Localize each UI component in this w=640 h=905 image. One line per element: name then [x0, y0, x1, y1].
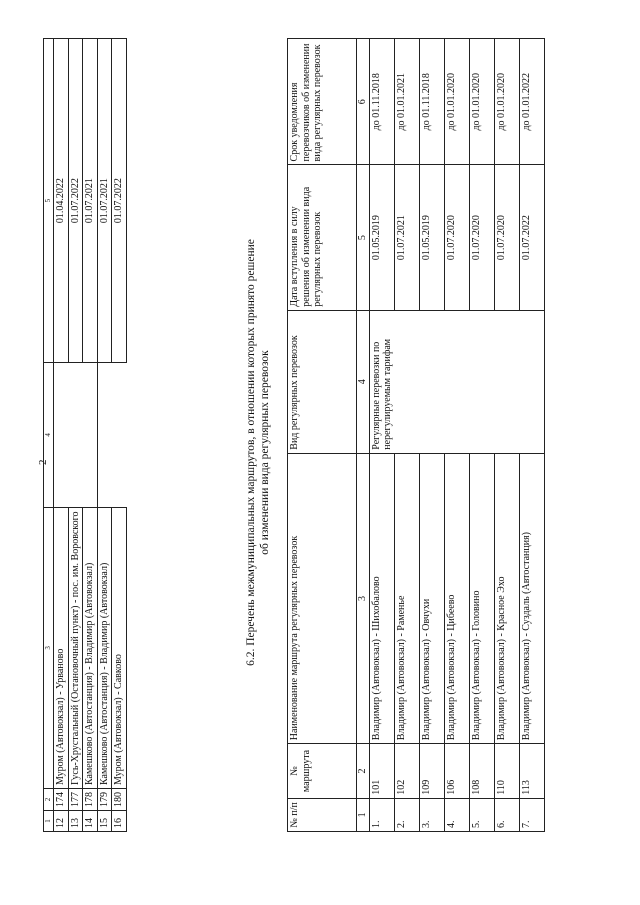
route-name: Владимир (Автовокзал) - Раменье: [394, 453, 419, 743]
route-number: 109: [419, 744, 444, 799]
row-number: 13: [68, 811, 83, 832]
index-cell: 1: [357, 798, 370, 831]
routes-change-table: [287, 38, 545, 832]
heading-line-2: об изменении вида регулярных перевозок: [259, 350, 272, 555]
table-row: [54, 39, 69, 832]
index-cell: 2: [44, 789, 54, 811]
section-heading: [244, 0, 273, 905]
heading-line-1: 6.2. Перечень межмуниципальных маршрутов, в отношении которых принято решение: [245, 239, 257, 666]
row-number: 6.: [494, 798, 519, 831]
route-number: 102: [394, 744, 419, 799]
index-cell: 3: [44, 507, 54, 788]
table-row: [97, 39, 112, 832]
row-number: 14: [83, 811, 98, 832]
column-4-cell: [112, 363, 127, 508]
notice-deadline: до 01.01.2022: [519, 39, 544, 165]
route-name: Владимир (Автовокзал) - Шихобалово: [369, 453, 394, 743]
row-number: 3.: [419, 798, 444, 831]
route-number: 106: [444, 744, 469, 799]
index-cell: 6: [357, 39, 370, 165]
date-cell: 01.04.2022: [54, 39, 69, 363]
route-name: Камешково (Автостанция) - Владимир (Автовокзал): [83, 507, 98, 788]
notice-deadline: до 01.11.2018: [419, 39, 444, 165]
route-name: Камешково (Автостанция) - Владимир (Автовокзал): [97, 507, 112, 788]
route-number: 110: [494, 744, 519, 799]
start-date: 01.07.2020: [469, 165, 494, 310]
route-number: 108: [469, 744, 494, 799]
row-number: 1.: [369, 798, 394, 831]
index-cell: 3: [357, 453, 370, 743]
start-date: 01.07.2022: [519, 165, 544, 310]
start-date: 01.05.2019: [369, 165, 394, 310]
row-number: 12: [54, 811, 69, 832]
index-cell: 5: [357, 165, 370, 310]
start-date: 01.07.2021: [394, 165, 419, 310]
index-row: [44, 39, 54, 832]
route-name: Муром (Автовокзал) - Урвановo: [54, 507, 69, 788]
table-row: [369, 39, 394, 832]
routes-table-continued: [43, 38, 127, 832]
index-cell: 5: [44, 39, 54, 363]
column-4-cell: [97, 363, 112, 508]
date-cell: 01.07.2022: [112, 39, 127, 363]
notice-deadline: до 01.01.2021: [394, 39, 419, 165]
start-date: 01.05.2019: [419, 165, 444, 310]
date-cell: 01.07.2022: [68, 39, 83, 363]
route-number: 113: [519, 744, 544, 799]
route-name: Владимир (Автовокзал) - Головино: [469, 453, 494, 743]
start-date: 01.07.2020: [494, 165, 519, 310]
header-cell: Наименование маршрута регулярных перевозок: [288, 453, 357, 743]
route-name: Владимир (Автовокзал) - Овчухи: [419, 453, 444, 743]
header-cell: № п/п: [288, 798, 357, 831]
row-number: 5.: [469, 798, 494, 831]
index-cell: 1: [44, 811, 54, 832]
notice-deadline: до 01.01.2020: [494, 39, 519, 165]
header-cell: Срок уведомления перевозчиков об изменении вида регулярных перевозок: [288, 39, 357, 165]
index-cell: 4: [44, 363, 54, 508]
route-name: Гусь-Хрустальный (Остановочный пункт) - пос. им. Воровского: [68, 507, 83, 788]
row-number: 15: [97, 811, 112, 832]
route-number: 174: [54, 789, 69, 811]
notice-deadline: до 01.01.2020: [469, 39, 494, 165]
route-number: 178: [83, 789, 98, 811]
route-number: 177: [68, 789, 83, 811]
notice-deadline: до 01.11.2018: [369, 39, 394, 165]
route-name: Владимир (Автовокзал) - Цибеево: [444, 453, 469, 743]
index-cell: 4: [357, 310, 370, 453]
route-name: Муром (Автовокзал) - Савково: [112, 507, 127, 788]
route-name: Владимир (Автовокзал) - Красное Эхо: [494, 453, 519, 743]
table-row: [112, 39, 127, 832]
header-cell: Дата вступления в силу решения об изменении вида регулярных перевозок: [288, 165, 357, 310]
route-name: Владимир (Автовокзал) - Суздаль (Автостанция): [519, 453, 544, 743]
route-number: 101: [369, 744, 394, 799]
transport-kind: Регулярные перевозки по нерегулируемым тарифам: [369, 310, 544, 453]
row-number: 4.: [444, 798, 469, 831]
page-number: 2: [37, 459, 49, 465]
header-cell: Вид регулярных перевозок: [288, 310, 357, 453]
index-cell: 2: [357, 744, 370, 799]
header-cell: № маршрута: [288, 744, 357, 799]
column-4-cell: [54, 363, 98, 508]
date-cell: 01.07.2021: [83, 39, 98, 363]
row-number: 16: [112, 811, 127, 832]
start-date: 01.07.2020: [444, 165, 469, 310]
index-row: [357, 39, 370, 832]
date-cell: 01.07.2021: [97, 39, 112, 363]
row-number: 2.: [394, 798, 419, 831]
header-row: [288, 39, 357, 832]
notice-deadline: до 01.01.2020: [444, 39, 469, 165]
route-number: 180: [112, 789, 127, 811]
route-number: 179: [97, 789, 112, 811]
row-number: 7.: [519, 798, 544, 831]
